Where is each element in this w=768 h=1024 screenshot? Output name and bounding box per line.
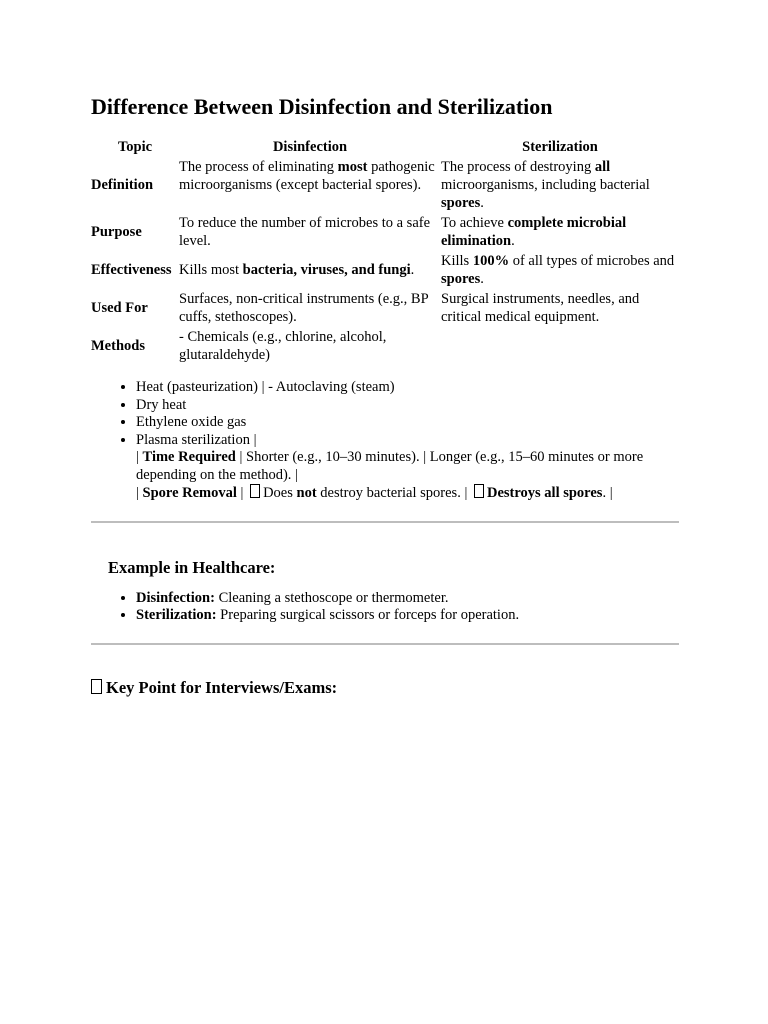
spore-removal-line: | Spore Removal | Does not destroy bacterial spores. | Destroys all spores. | xyxy=(136,485,613,501)
missing-glyph-icon xyxy=(91,679,102,694)
keypoint-heading: Key Point for Interviews/Exams: xyxy=(91,677,679,699)
disinfection-cell: Kills most bacteria, viruses, and fungi. xyxy=(179,262,415,278)
disinfection-cell: The process of eliminating most pathogenic microorganisms (except bacterial spores). xyxy=(179,159,435,193)
row-topic: Used For xyxy=(91,300,148,316)
methods-list xyxy=(91,379,679,503)
divider xyxy=(91,521,679,523)
row-topic: Methods xyxy=(91,338,145,354)
page-title: Difference Between Disinfection and Sterilization xyxy=(91,94,553,119)
table-row xyxy=(91,158,679,214)
missing-glyph-icon xyxy=(474,484,484,498)
example-list xyxy=(91,590,679,625)
list-item: • Ethylene oxide gas xyxy=(136,414,679,432)
disinfection-cell: Surfaces, non-critical instruments (e.g., BP cuffs, stethoscopes). xyxy=(179,291,429,325)
header-sterilization: Sterilization xyxy=(522,139,598,155)
disinfection-cell: To reduce the number of microbes to a safe level. xyxy=(179,215,431,249)
sterilization-cell: The process of destroying all microorganisms, including bacterial spores. xyxy=(441,159,650,211)
list-item: • Sterilization: Preparing surgical scissors or forceps for operation. xyxy=(136,607,679,625)
comparison-table xyxy=(91,138,679,366)
list-item: • Dry heat xyxy=(136,397,679,415)
disinfection-cell: - Chemicals (e.g., chlorine, alcohol, glutaraldehyde) xyxy=(179,329,387,363)
table-row xyxy=(91,290,679,328)
example-heading: Example in Healthcare: xyxy=(108,557,276,577)
row-topic: Definition xyxy=(91,177,154,193)
document-page xyxy=(91,92,679,699)
sterilization-cell xyxy=(441,328,679,366)
sterilization-cell: Surgical instruments, needles, and critical medical equipment. xyxy=(441,291,640,325)
table-row xyxy=(91,328,679,366)
header-disinfection: Disinfection xyxy=(272,139,348,155)
list-item: • Plasma sterilization | | Time Required | Shorter (e.g., 10–30 minutes). | Longer (e.g., 15–60 minutes or more depending on the method). | | Spore Removal | Does not destroy bacterial spores. | Destroys all spores. | xyxy=(136,432,679,503)
table-row xyxy=(91,252,679,290)
divider xyxy=(91,643,679,645)
row-topic: Purpose xyxy=(91,224,142,240)
row-topic: Effectiveness xyxy=(91,262,172,278)
sterilization-cell: To achieve complete microbial elimination. xyxy=(441,215,627,249)
table-header-row xyxy=(91,138,679,158)
table-row xyxy=(91,214,679,252)
list-item: • Heat (pasteurization) | - Autoclaving (steam) xyxy=(136,379,679,397)
time-required-line: | Time Required | Shorter (e.g., 10–30 minutes). | Longer (e.g., 15–60 minutes or more depending on the method). | xyxy=(136,449,644,483)
header-topic: Topic xyxy=(117,139,153,155)
missing-glyph-icon xyxy=(250,484,260,498)
list-item: • Disinfection: Cleaning a stethoscope or thermometer. xyxy=(136,590,679,608)
sterilization-cell: Kills 100% of all types of microbes and spores. xyxy=(441,253,675,287)
